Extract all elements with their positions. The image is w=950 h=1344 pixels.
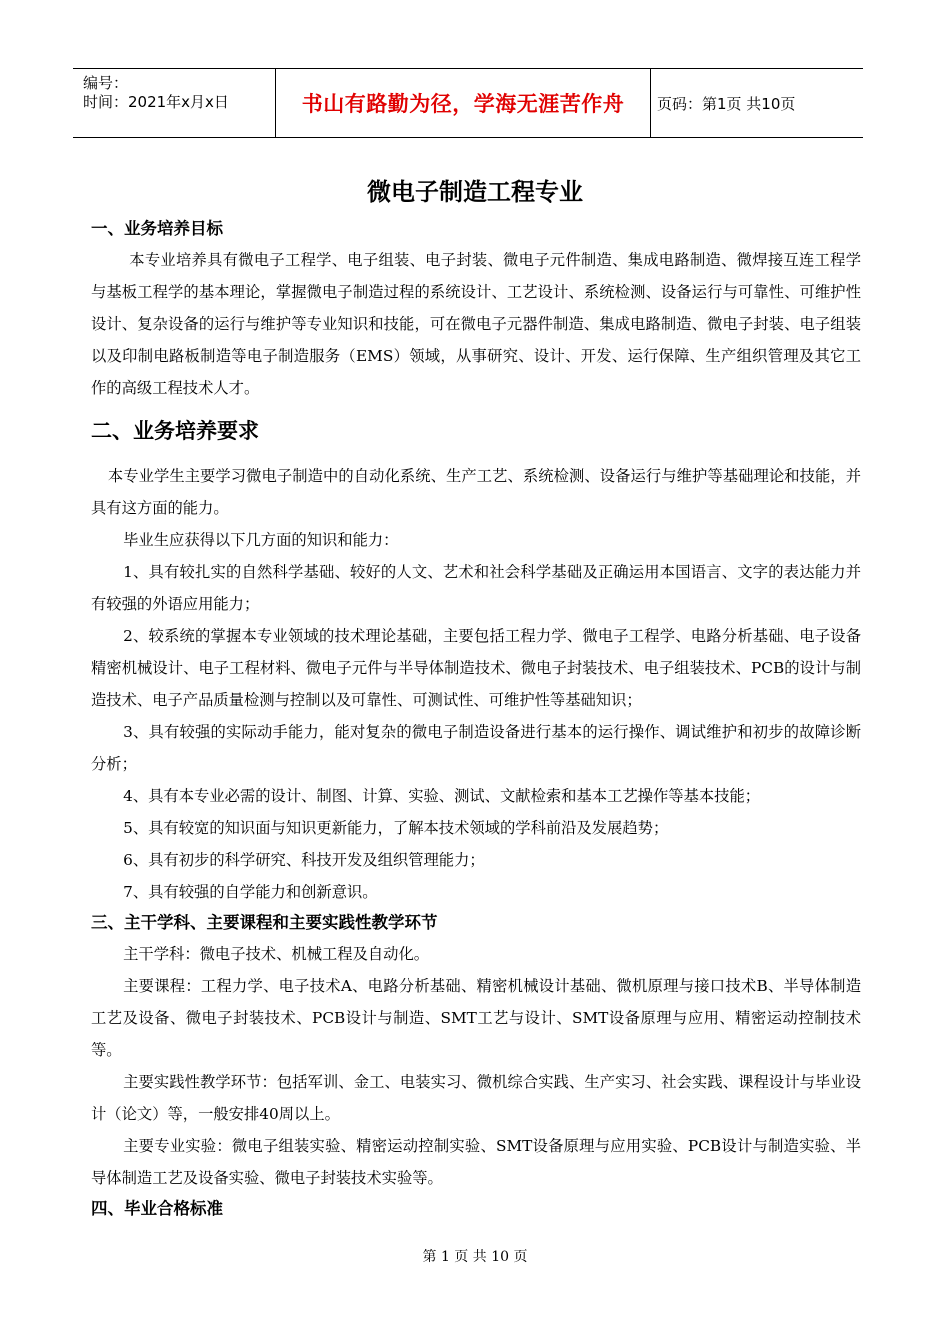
section3-paragraph: 主干学科：微电子技术、机械工程及自动化。: [123, 945, 430, 963]
section4-heading: 四、毕业合格标准: [91, 1199, 223, 1218]
motto-text: 书山有路勤为径，学海无涯苦作舟: [301, 92, 625, 116]
page-footer: 第 1 页 共 10 页: [422, 1249, 528, 1265]
header-motto-cell: [275, 69, 651, 137]
section1-paragraph: 本专业培养具有微电子工程学、电子组装、电子封装、微电子元件制造、集成电路制造、微焊接互连工程学与基板工程学的基本理论，掌握微电子制造过程的系统设计、工艺设计、系统检测、设备运行与可靠性、可维护性设计、复杂设备的运行与维护等专业知识和技能，可在微电子元器件制造、集成电路制造、微电子封装、电子组装以及印制电路板制造等电子制造服务（EMS）领域，从事研究、设计、开发、运行保障、生产组织管理及其它工作的高级工程技术人才。: [91, 251, 861, 397]
page-header: [73, 68, 863, 138]
list-item: 4、具有本专业必需的设计、制图、计算、实验、测试、文献检索和基本工艺操作等基本技能；: [123, 787, 761, 805]
list-item: 2、较系统的掌握本专业领域的技术理论基础，主要包括工程力学、微电子工程学、电路分析基础、电子设备精密机械设计、电子工程材料、微电子元件与半导体制造技术、微电子封装技术、电子组装技术、PCB的设计与制造技术、电子产品质量检测与控制以及可靠性、可测试性、可维护性等基础知识；: [91, 627, 861, 709]
document-body: [91, 214, 861, 1224]
section1-heading: 一、业务培养目标: [91, 219, 223, 238]
section3-heading: 三、主干学科、主要课程和主要实践性教学环节: [91, 913, 438, 932]
list-item: 6、具有初步的科学研究、科技开发及组织管理能力；: [123, 851, 485, 869]
section2-intro: 本专业学生主要学习微电子制造中的自动化系统、生产工艺、系统检测、设备运行与维护等基础理论和技能，并具有这方面的能力。: [91, 467, 861, 517]
list-item: 1、具有较扎实的自然科学基础、较好的人文、艺术和社会科学基础及正确运用本国语言、文字的表达能力并有较强的外语应用能力；: [91, 563, 861, 613]
list-item: 3、具有较强的实际动手能力，能对复杂的微电子制造设备进行基本的运行操作、调试维护和初步的故障诊断分析；: [91, 723, 861, 773]
list-item: 7、具有较强的自学能力和创新意识。: [123, 883, 378, 901]
document-time-label: 时间：2021年x月x日: [83, 93, 229, 111]
document-number-label: 编号：: [83, 74, 129, 92]
section3-paragraph: 主要课程：工程力学、电子技术A、电路分析基础、精密机械设计基础、微机原理与接口技术B、半导体制造工艺及设备、微电子封装技术、PCB设计与制造、SMT工艺与设计、SMT设备原理与应用、精密运动控制技术等。: [91, 977, 861, 1059]
list-item: 5、具有较宽的知识面与知识更新能力，了解本技术领域的学科前沿及发展趋势；: [123, 819, 669, 837]
page-indicator: 页码：第1页 共10页: [657, 94, 796, 113]
section3-paragraph: 主要专业实验：微电子组装实验、精密运动控制实验、SMT设备原理与应用实验、PCB设计与制造实验、半导体制造工艺及设备实验、微电子封装技术实验等。: [91, 1137, 861, 1187]
header-left-cell: [73, 69, 275, 137]
document-title: 微电子制造工程专业: [367, 178, 583, 206]
section2-lead: 毕业生应获得以下几方面的知识和能力：: [123, 531, 399, 549]
section3-paragraph: 主要实践性教学环节：包括军训、金工、电装实习、微机综合实践、生产实习、社会实践、课程设计与毕业设计（论文）等，一般安排40周以上。: [91, 1073, 861, 1123]
header-page-cell: [649, 69, 863, 137]
section2-heading: 二、业务培养要求: [91, 419, 259, 443]
